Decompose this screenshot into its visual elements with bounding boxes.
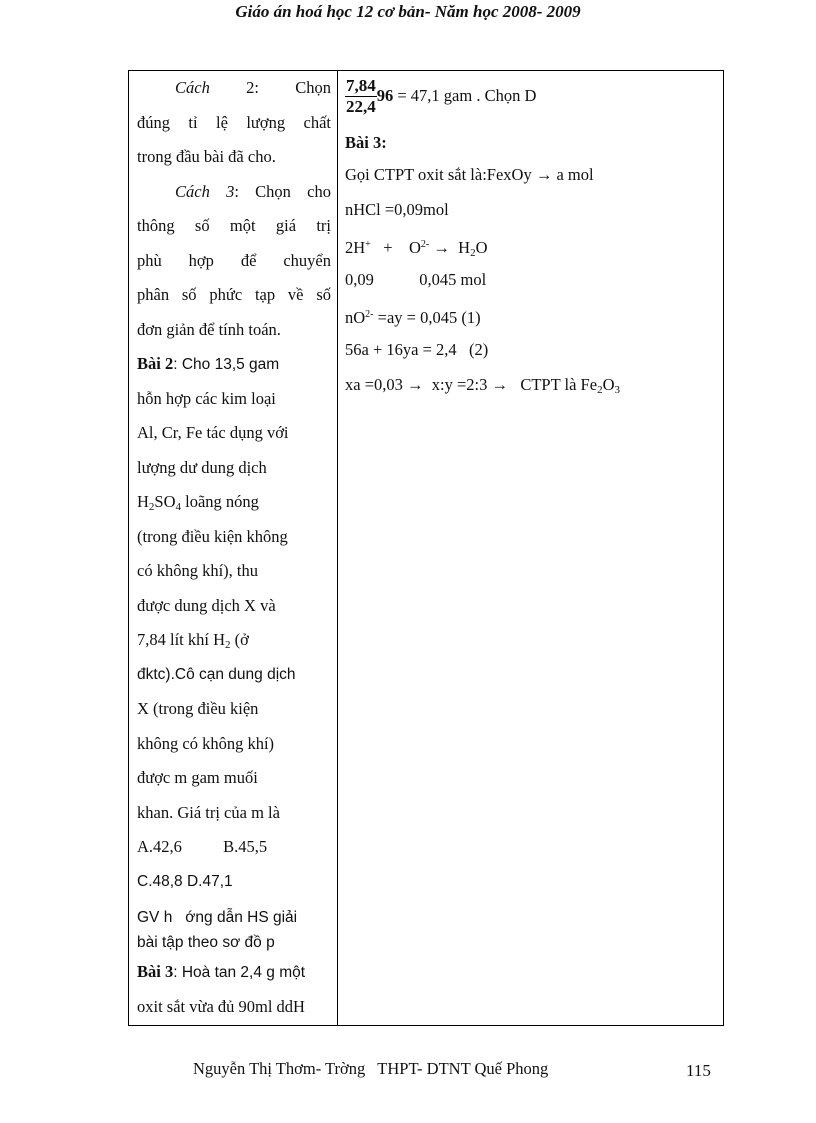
exercise-2-heading: Bài 2: Cho 13,5 gam — [137, 354, 280, 373]
fraction: $\frac{7,84}{22,4}$ — [346, 75, 376, 116]
left-line: Al, Cr, Fe tác dụng với — [137, 423, 289, 442]
left-line: thông số một giá trị — [137, 216, 331, 235]
left-line: (trong điều kiện không — [137, 526, 288, 546]
page-number: 115 — [686, 1061, 711, 1080]
left-line: hỗn hợp các kim loại — [137, 388, 276, 408]
answer-options-ab: A.42,6 B.45,5 — [137, 837, 268, 856]
left-line: phù hợp để chuyển — [137, 250, 331, 270]
left-line: được dung dịch X và — [137, 595, 276, 615]
page-header: Giáo án hoá học 12 cơ bản- Năm học 2008- 2009 — [235, 2, 581, 21]
left-line: đơn giản để tính toán. — [137, 319, 281, 339]
left-line: được m gam muối — [137, 768, 258, 787]
left-line: có không khí), thu — [137, 561, 258, 580]
lesson-table — [128, 70, 724, 1026]
right-column — [345, 71, 717, 402]
left-line: bài tập theo sơ đồ p — [137, 934, 275, 951]
conclusion-line: xa =0,03 → x:y =2:3 → CTPT là $Fe_2O_3$ — [345, 375, 620, 396]
left-line: GV h ớng dẫn HS giải — [137, 909, 298, 926]
left-line: lượng dư dung dịch — [137, 457, 267, 477]
footer-author: Nguyễn Thị Thơm- Trờng THPT- DTNT Quế Phong — [193, 1059, 549, 1078]
left-line: Cách 3: Chọn cho — [175, 181, 331, 201]
left-line: đúng tỉ lệ lượng chất — [137, 112, 331, 132]
left-line: trong đầu bài đã cho. — [137, 147, 276, 166]
left-column — [137, 71, 331, 1024]
right-line: $nO^{2-} =ay = 0,045$ (1) — [345, 308, 481, 327]
left-line: Cách 2: Chọn — [175, 78, 331, 97]
solution-3-heading: Bài 3: — [345, 133, 387, 152]
left-line: X (trong điều kiện — [137, 699, 259, 718]
reaction-equation: 2H+ + $O^{2-} \to H_2O$ — [345, 238, 488, 259]
left-line: không có không khí) — [137, 733, 275, 753]
right-line: nHCl =0,09mol — [345, 200, 449, 219]
right-line: Gọi CTPT oxit sắt là:FexOy → a mol — [345, 165, 594, 184]
fraction-result: $\frac{7,84}{22,4}$ 96 = 47,1 gam . Chọn D — [346, 75, 537, 116]
exercise-3-heading: Bài 3: Hoà tan 2,4 g một — [137, 962, 306, 981]
left-line: oxit sắt vừa đủ 90ml ddH — [137, 996, 305, 1016]
left-line: phân số phức tạp về số — [137, 285, 331, 304]
right-line: 0,09 0,045 mol — [345, 270, 487, 289]
right-line: 56a + 16ya = 2,4 (2) — [345, 340, 489, 359]
column-divider — [337, 71, 338, 1025]
left-line: 7,84 lít khí $H_2$ (ở — [137, 630, 249, 651]
left-line: $H_2SO_4$ loãng nóng — [137, 492, 259, 513]
left-line: khan. Giá trị của m là — [137, 802, 280, 822]
answer-options-cd: C.48,8 D.47,1 — [137, 872, 233, 890]
left-line: đktc).Cô cạn dung dịch — [137, 665, 296, 683]
